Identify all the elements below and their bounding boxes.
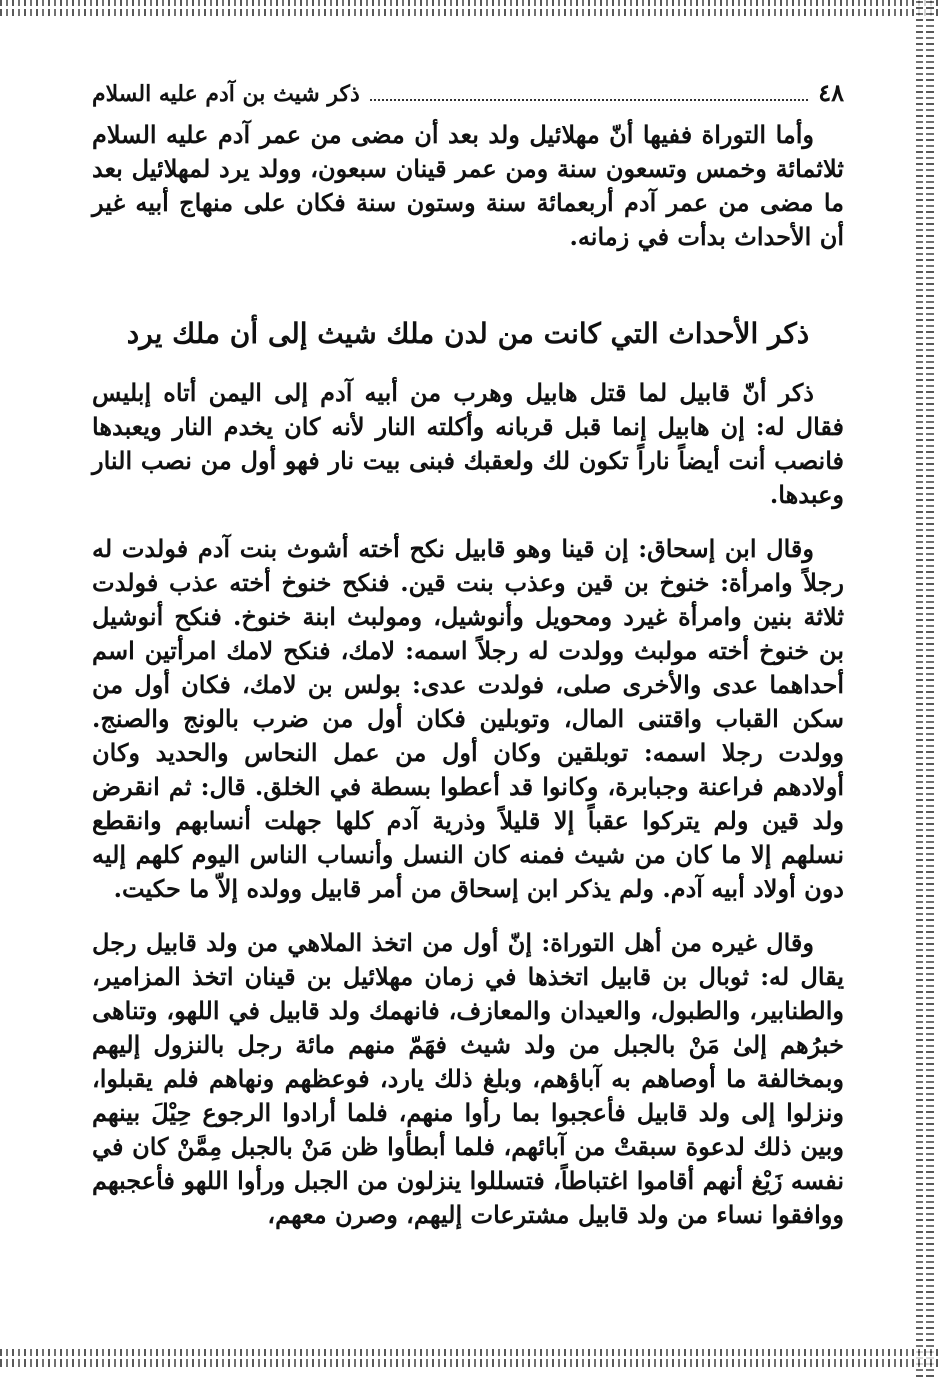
- decorative-border-right: [916, 0, 934, 1377]
- section-paragraph-2: وقال ابن إسحاق: إن قينا وهو قابيل نكح أخته أشوث بنت آدم فولدت له رجلاً وامرأة: خنوخ بن قين وعذب بنت قين. فنكح خنوخ أخته عذب فولدت ثلاثة بنين وامرأة غيرد ومحويل وأنوشيل، ومولبث ابنة خنوخ. فنكح أنوشيل بن خنوخ أخته مولبث وولدت له رجلاً اسمه: لامك، فنكح لامك امرأتين اسم أحداهما عدى والأخرى صلى، فولدت عدى: بولس بن لامك، فكان أول من سكن القباب واقتنى المال، وتوبلين فكان أول من ضرب بالونج والصنج. وولدت رجلا اسمه: توبلقين وكان أول من عمل النحاس والحديد وكان أولادهم فراعنة وجبابرة، وكانوا قد أعطوا بسطة في الخلق. قال: ثم انقرض ولد قين ولم يتركوا عقباً إلا قليلاً وذرية آدم كلها جهلت أنسابهم وانقطع نسلهم إلا ما كان من شيث فمنه كان النسل وأنساب الناس اليوم كلهم إليه دون أولاد أبيه آدم. ولم يذكر ابن إسحاق من أمر قابيل وولده إلاّ ما حكيت.: [92, 534, 845, 903]
- page-content: [92, 78, 844, 1232]
- section-title: ذكر الأحداث التي كانت من لدن ملك شيث إلى أن ملك يرد: [126, 317, 810, 350]
- decorative-border-bottom: [0, 1349, 942, 1367]
- header-dotted-leader: [370, 85, 808, 101]
- section-paragraph-3: وقال غيره من أهل التوراة: إنّ أول من اتخذ الملاهي من ولد قابيل رجل يقال له: ثوبال بن قابيل اتخذها في زمان مهلائيل بن قينان اتخذ المزامير، والطنابير، والطبول، والعيدان والمعازف، فانهمك ولد قابيل في اللهو، وتناهى خبرُهم إلىٰ مَنْ بالجبل من ولد شيث فهَمّ منهم مائة رجل بالنزول إليهم وبمخالفة ما أوصاهم به آباؤهم، وبلغ ذلك يارد، فوعظهم ونهاهم فلم يقبلوا، ونزلوا إلى ولد قابيل فأعجبوا بما رأوا منهم، فلما أرادوا الرجوع حِيْلَ بينهم وبين ذلك لدعوة سبقتْ من آبائهم، فلما أبطأوا ظن مَنْ بالجبل مِمَّنْ كان في نفسه زَيْغ أنهم أقاموا اغتباطاً، فتسللوا ينزلون من الجبل ورأوا اللهو فأعجبهم ووافقوا نساء من ولد قابيل مشترعات إليهم، وصرن معهم،: [92, 928, 844, 1229]
- running-header: [92, 78, 844, 118]
- running-title: ذكر شيث بن آدم عليه السلام: [92, 81, 360, 107]
- decorative-border-top: [0, 0, 942, 16]
- intro-paragraph: وأما التوراة ففيها أنّ مهلائيل ولد بعد أن مضى من عمر آدم عليه السلام ثلاثمائة وخمس وتسعون سنة ومن عمر قينان سبعون، وولد يرد لمهلائيل بعد ما مضى من عمر آدم أربعمائة سنة وستون سنة فكان على منهاج أبيه غير أن الأحداث بدأت في زمانه.: [92, 120, 845, 251]
- page-number: ٤٨: [818, 78, 844, 107]
- section-paragraph-1: ذكر أنّ قابيل لما قتل هابيل وهرب من أبيه آدم إلى اليمن أتاه إبليس فقال له: إن هابيل إنما قبل قربانه وأكلته النار لأنه كان يخدم النار ويعبدها فانصب أنت أيضاً ناراً تكون لك ولعقبك فبنى بيت نار فهو أول من نصب النار وعبدها.: [92, 378, 844, 509]
